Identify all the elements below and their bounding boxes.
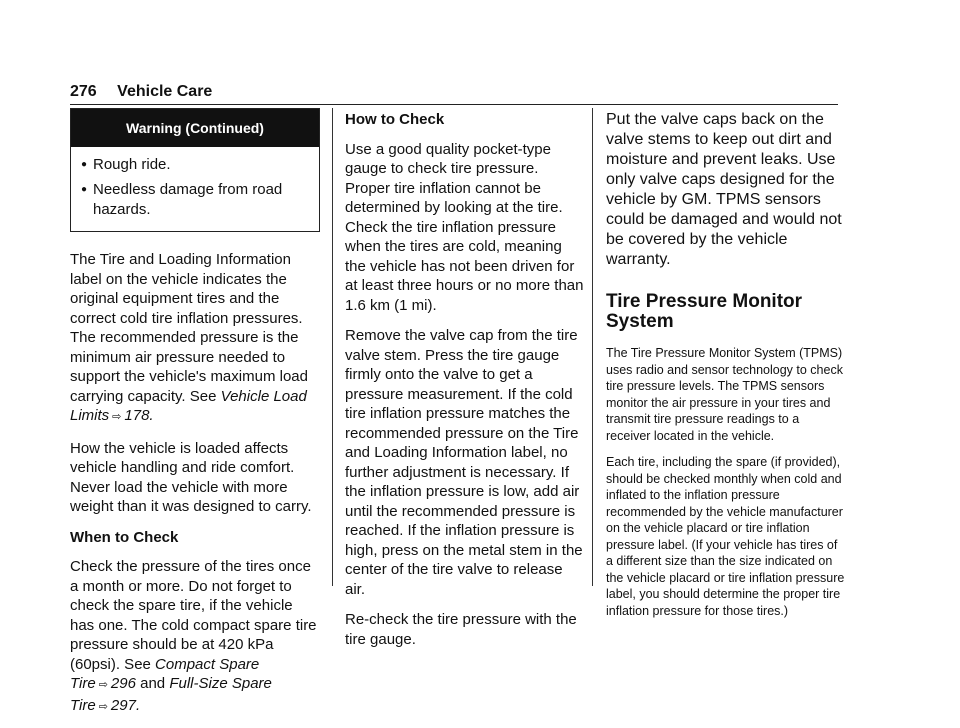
paragraph: Each tire, including the spare (if provided), should be checked monthly when cold and inflated to the inflation pressure recommended by the vehicle manufacturer on the vehicle placard or tire inflation pressure label. (If your vehicle has tires of a different size than the size indicated on the vehicle placard or tire inflation pressure label, you should determine the proper tire inflation pressure for those tires.) <box>606 455 845 618</box>
section-title: Vehicle Care <box>117 83 213 100</box>
warning-title: Warning (Continued) <box>71 109 319 147</box>
column-1 <box>70 108 320 728</box>
warning-box <box>70 108 320 232</box>
ref-title: Vehicle Load Limits <box>70 387 307 424</box>
paragraph-text: The Tire and Loading Information label on the vehicle indicates the original equipment tires and the correct cold tire inflation pressures. The recommended pressure is the minimum air pressure needed to support the vehicle's maximum load carrying capacity. See <box>70 251 308 405</box>
column-2 <box>345 110 585 660</box>
page-ref-arrow-icon: ⇨ <box>112 411 122 423</box>
subheading-when-to-check: When to Check <box>70 528 179 546</box>
paragraph: Re-check the tire pressure with the tire gauge. <box>345 611 577 648</box>
paragraph-text: and <box>140 675 166 692</box>
ref-page: 296 <box>110 675 136 692</box>
bullet-dot-icon: ● <box>81 158 88 170</box>
paragraph-text: Check the pressure of the tires once a month or more. Do not forget to check the spare tire, if the vehicle has one. The cold compact spare tire pressure should be at 420 kPa (60psi). See <box>70 558 317 673</box>
subheading-how-to-check: How to Check <box>345 111 445 128</box>
ref-page: 297 <box>110 696 136 714</box>
page-header <box>70 83 212 101</box>
warning-bullet-text: Needless damage from road hazards. <box>93 181 283 218</box>
column-divider-2 <box>592 108 593 586</box>
paragraph: Put the valve caps back on the valve stems to keep out dirt and moisture and prevent leaks. Use only valve caps designed for the vehicle by GM. TPMS sensors could be damaged and would not be covered by the vehicle warranty. <box>606 111 842 268</box>
paragraph: How the vehicle is loaded affects vehicle handling and ride comfort. Never load the vehicle with more weight than it was designed to carry. <box>70 439 312 515</box>
page-ref-arrow-icon: ⇨ <box>98 700 108 713</box>
ref-title: Compact Spare Tire <box>70 655 260 692</box>
bullet-dot-icon: ● <box>81 184 88 195</box>
page-number: 276 <box>70 83 97 100</box>
column-divider-1 <box>332 108 333 586</box>
paragraph: Use a good quality pocket-type gauge to check tire pressure. Proper tire inflation cannot be determined by looking at the tire. Check the tire inflation pressure when the tires are cold, meaning the vehicle has not been driven for at least three hours or no more than 1.6 km (1 mi). <box>345 140 584 314</box>
ref-title: Full-Size Spare Tire <box>70 675 272 714</box>
paragraph: The Tire Pressure Monitor System (TPMS) uses radio and sensor technology to check tire pressure levels. The TPMS sensors monitor the air pressure in your tires and transmit tire pressure readings to a receiver located in the vehicle. <box>606 346 843 443</box>
warning-bullet-text: Rough ride. <box>93 155 171 173</box>
cross-reference-link[interactable]: Vehicle Load Limits ⇨ 178. <box>70 387 307 424</box>
column-3 <box>606 110 846 629</box>
page-ref-arrow-icon: ⇨ <box>98 679 108 691</box>
warning-bullet <box>81 155 309 175</box>
paragraph: Remove the valve cap from the tire valve stem. Press the tire gauge firmly onto the valve to get a pressure measurement. If the cold tire inflation pressure matches the recommended pressure on the Tire and Loading Information label, no further adjustment is necessary. If the inflation pressure is low, add air until the recommended pressure is reached. If the inflation pressure is high, press on the metal stem in the center of the tire valve to release air. <box>345 327 583 598</box>
cross-reference-link[interactable]: Full-Size Spare Tire ⇨ 297. <box>70 675 272 714</box>
section-heading-tpms: Tire Pressure Monitor System <box>606 291 803 332</box>
warning-bullet <box>81 180 309 219</box>
header-rule <box>70 104 838 105</box>
paragraph <box>70 250 320 428</box>
paragraph <box>70 557 320 717</box>
ref-page: 178 <box>124 407 150 424</box>
